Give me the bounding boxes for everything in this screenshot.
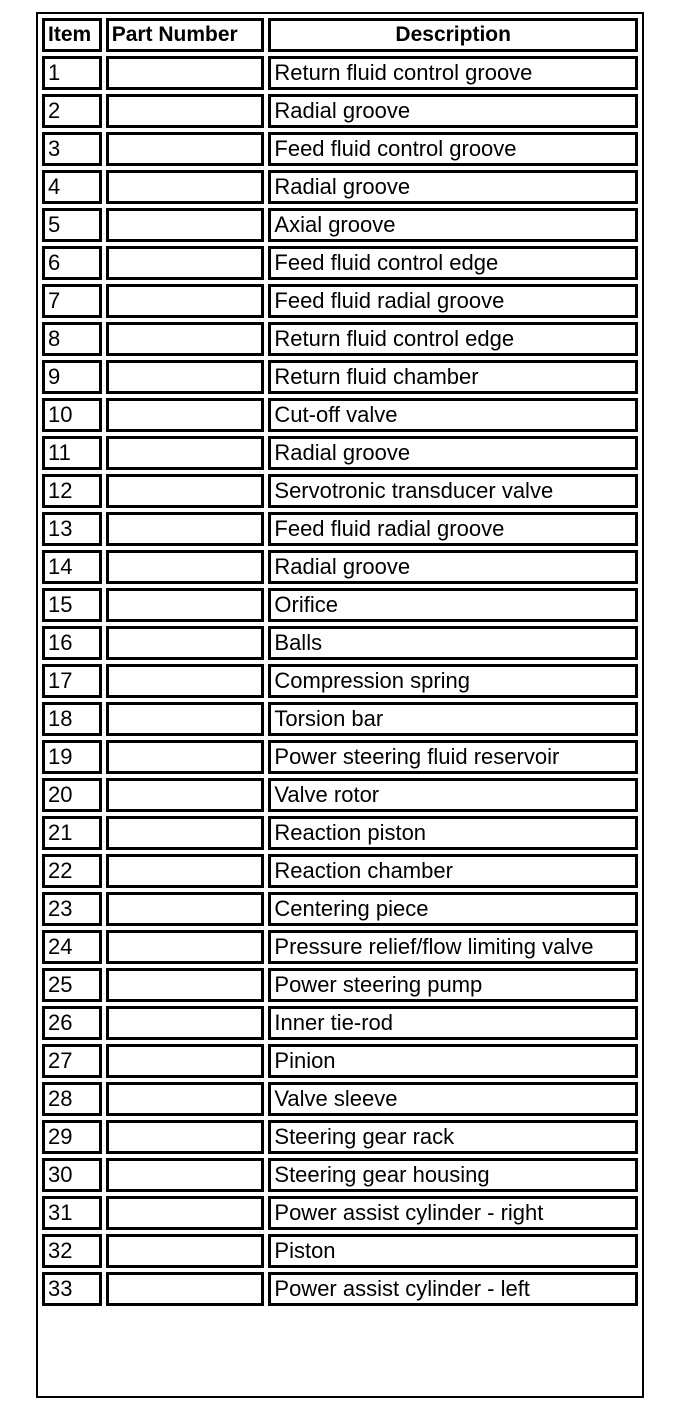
description-cell: Axial groove bbox=[268, 208, 638, 242]
column-header-part-number: Part Number bbox=[106, 18, 265, 52]
item-number-cell: 16 bbox=[42, 626, 102, 660]
description-cell: Reaction piston bbox=[268, 816, 638, 850]
part-number-cell bbox=[106, 1082, 265, 1116]
description-cell: Steering gear housing bbox=[268, 1158, 638, 1192]
table-row bbox=[42, 170, 638, 204]
item-number-cell: 6 bbox=[42, 246, 102, 280]
description-cell: Feed fluid control edge bbox=[268, 246, 638, 280]
part-number-cell bbox=[106, 284, 265, 318]
part-number-cell bbox=[106, 664, 265, 698]
item-number-cell: 2 bbox=[42, 94, 102, 128]
table-row bbox=[42, 94, 638, 128]
parts-table bbox=[38, 14, 642, 1310]
description-cell: Feed fluid radial groove bbox=[268, 284, 638, 318]
item-number-cell: 19 bbox=[42, 740, 102, 774]
part-number-cell bbox=[106, 246, 265, 280]
part-number-cell bbox=[106, 892, 265, 926]
part-number-cell bbox=[106, 170, 265, 204]
item-number-cell: 27 bbox=[42, 1044, 102, 1078]
part-number-cell bbox=[106, 1272, 265, 1306]
table-row bbox=[42, 892, 638, 926]
part-number-cell bbox=[106, 702, 265, 736]
item-number-cell: 24 bbox=[42, 930, 102, 964]
description-cell: Return fluid chamber bbox=[268, 360, 638, 394]
part-number-cell bbox=[106, 474, 265, 508]
item-number-cell: 18 bbox=[42, 702, 102, 736]
description-cell: Torsion bar bbox=[268, 702, 638, 736]
part-number-cell bbox=[106, 94, 265, 128]
description-cell: Feed fluid radial groove bbox=[268, 512, 638, 546]
item-number-cell: 5 bbox=[42, 208, 102, 242]
table-row bbox=[42, 1082, 638, 1116]
item-number-cell: 12 bbox=[42, 474, 102, 508]
description-cell: Return fluid control edge bbox=[268, 322, 638, 356]
table-row bbox=[42, 702, 638, 736]
part-number-cell bbox=[106, 436, 265, 470]
column-header-item: Item bbox=[42, 18, 102, 52]
description-cell: Radial groove bbox=[268, 550, 638, 584]
table-body bbox=[42, 56, 638, 1306]
table-row bbox=[42, 816, 638, 850]
item-number-cell: 10 bbox=[42, 398, 102, 432]
part-number-cell bbox=[106, 512, 265, 546]
table-row bbox=[42, 550, 638, 584]
description-cell: Balls bbox=[268, 626, 638, 660]
table-row bbox=[42, 512, 638, 546]
description-cell: Centering piece bbox=[268, 892, 638, 926]
description-cell: Cut-off valve bbox=[268, 398, 638, 432]
part-number-cell bbox=[106, 854, 265, 888]
table-row bbox=[42, 1234, 638, 1268]
description-cell: Valve rotor bbox=[268, 778, 638, 812]
part-number-cell bbox=[106, 1234, 265, 1268]
table-row bbox=[42, 968, 638, 1002]
part-number-cell bbox=[106, 56, 265, 90]
description-cell: Power steering fluid reservoir bbox=[268, 740, 638, 774]
item-number-cell: 4 bbox=[42, 170, 102, 204]
item-number-cell: 25 bbox=[42, 968, 102, 1002]
description-cell: Power assist cylinder - left bbox=[268, 1272, 638, 1306]
description-cell: Valve sleeve bbox=[268, 1082, 638, 1116]
table-row bbox=[42, 1272, 638, 1306]
table-row bbox=[42, 284, 638, 318]
item-number-cell: 32 bbox=[42, 1234, 102, 1268]
table-row bbox=[42, 246, 638, 280]
description-cell: Radial groove bbox=[268, 436, 638, 470]
part-number-cell bbox=[106, 816, 265, 850]
part-number-cell bbox=[106, 740, 265, 774]
table-row bbox=[42, 854, 638, 888]
part-number-cell bbox=[106, 588, 265, 622]
table-row bbox=[42, 208, 638, 242]
part-number-cell bbox=[106, 132, 265, 166]
table-row bbox=[42, 626, 638, 660]
item-number-cell: 8 bbox=[42, 322, 102, 356]
part-number-cell bbox=[106, 208, 265, 242]
item-number-cell: 22 bbox=[42, 854, 102, 888]
item-number-cell: 15 bbox=[42, 588, 102, 622]
item-number-cell: 13 bbox=[42, 512, 102, 546]
column-header-description: Description bbox=[268, 18, 638, 52]
part-number-cell bbox=[106, 1006, 265, 1040]
part-number-cell bbox=[106, 778, 265, 812]
item-number-cell: 23 bbox=[42, 892, 102, 926]
table-row bbox=[42, 740, 638, 774]
item-number-cell: 30 bbox=[42, 1158, 102, 1192]
table-row bbox=[42, 588, 638, 622]
table-row bbox=[42, 664, 638, 698]
table-row bbox=[42, 436, 638, 470]
part-number-cell bbox=[106, 930, 265, 964]
item-number-cell: 21 bbox=[42, 816, 102, 850]
item-number-cell: 20 bbox=[42, 778, 102, 812]
table-row bbox=[42, 1044, 638, 1078]
parts-table-frame bbox=[36, 12, 644, 1398]
description-cell: Radial groove bbox=[268, 94, 638, 128]
part-number-cell bbox=[106, 1044, 265, 1078]
description-cell: Compression spring bbox=[268, 664, 638, 698]
description-cell: Radial groove bbox=[268, 170, 638, 204]
item-number-cell: 28 bbox=[42, 1082, 102, 1116]
description-cell: Servotronic transducer valve bbox=[268, 474, 638, 508]
description-cell: Inner tie-rod bbox=[268, 1006, 638, 1040]
item-number-cell: 14 bbox=[42, 550, 102, 584]
item-number-cell: 1 bbox=[42, 56, 102, 90]
item-number-cell: 29 bbox=[42, 1120, 102, 1154]
description-cell: Pressure relief/flow limiting valve bbox=[268, 930, 638, 964]
part-number-cell bbox=[106, 322, 265, 356]
table-row bbox=[42, 1158, 638, 1192]
part-number-cell bbox=[106, 1158, 265, 1192]
table-header-row bbox=[42, 18, 638, 52]
part-number-cell bbox=[106, 1120, 265, 1154]
description-cell: Reaction chamber bbox=[268, 854, 638, 888]
table-row bbox=[42, 322, 638, 356]
part-number-cell bbox=[106, 550, 265, 584]
part-number-cell bbox=[106, 1196, 265, 1230]
description-cell: Power steering pump bbox=[268, 968, 638, 1002]
item-number-cell: 26 bbox=[42, 1006, 102, 1040]
description-cell: Piston bbox=[268, 1234, 638, 1268]
description-cell: Orifice bbox=[268, 588, 638, 622]
table-row bbox=[42, 474, 638, 508]
part-number-cell bbox=[106, 398, 265, 432]
description-cell: Return fluid control groove bbox=[268, 56, 638, 90]
item-number-cell: 11 bbox=[42, 436, 102, 470]
part-number-cell bbox=[106, 626, 265, 660]
part-number-cell bbox=[106, 968, 265, 1002]
table-row bbox=[42, 1006, 638, 1040]
table-row bbox=[42, 778, 638, 812]
description-cell: Pinion bbox=[268, 1044, 638, 1078]
description-cell: Feed fluid control groove bbox=[268, 132, 638, 166]
item-number-cell: 3 bbox=[42, 132, 102, 166]
item-number-cell: 7 bbox=[42, 284, 102, 318]
table-row bbox=[42, 398, 638, 432]
table-row bbox=[42, 1196, 638, 1230]
table-row bbox=[42, 930, 638, 964]
item-number-cell: 9 bbox=[42, 360, 102, 394]
part-number-cell bbox=[106, 360, 265, 394]
table-row bbox=[42, 56, 638, 90]
item-number-cell: 33 bbox=[42, 1272, 102, 1306]
item-number-cell: 17 bbox=[42, 664, 102, 698]
item-number-cell: 31 bbox=[42, 1196, 102, 1230]
table-row bbox=[42, 132, 638, 166]
table-row bbox=[42, 1120, 638, 1154]
description-cell: Steering gear rack bbox=[268, 1120, 638, 1154]
description-cell: Power assist cylinder - right bbox=[268, 1196, 638, 1230]
table-row bbox=[42, 360, 638, 394]
